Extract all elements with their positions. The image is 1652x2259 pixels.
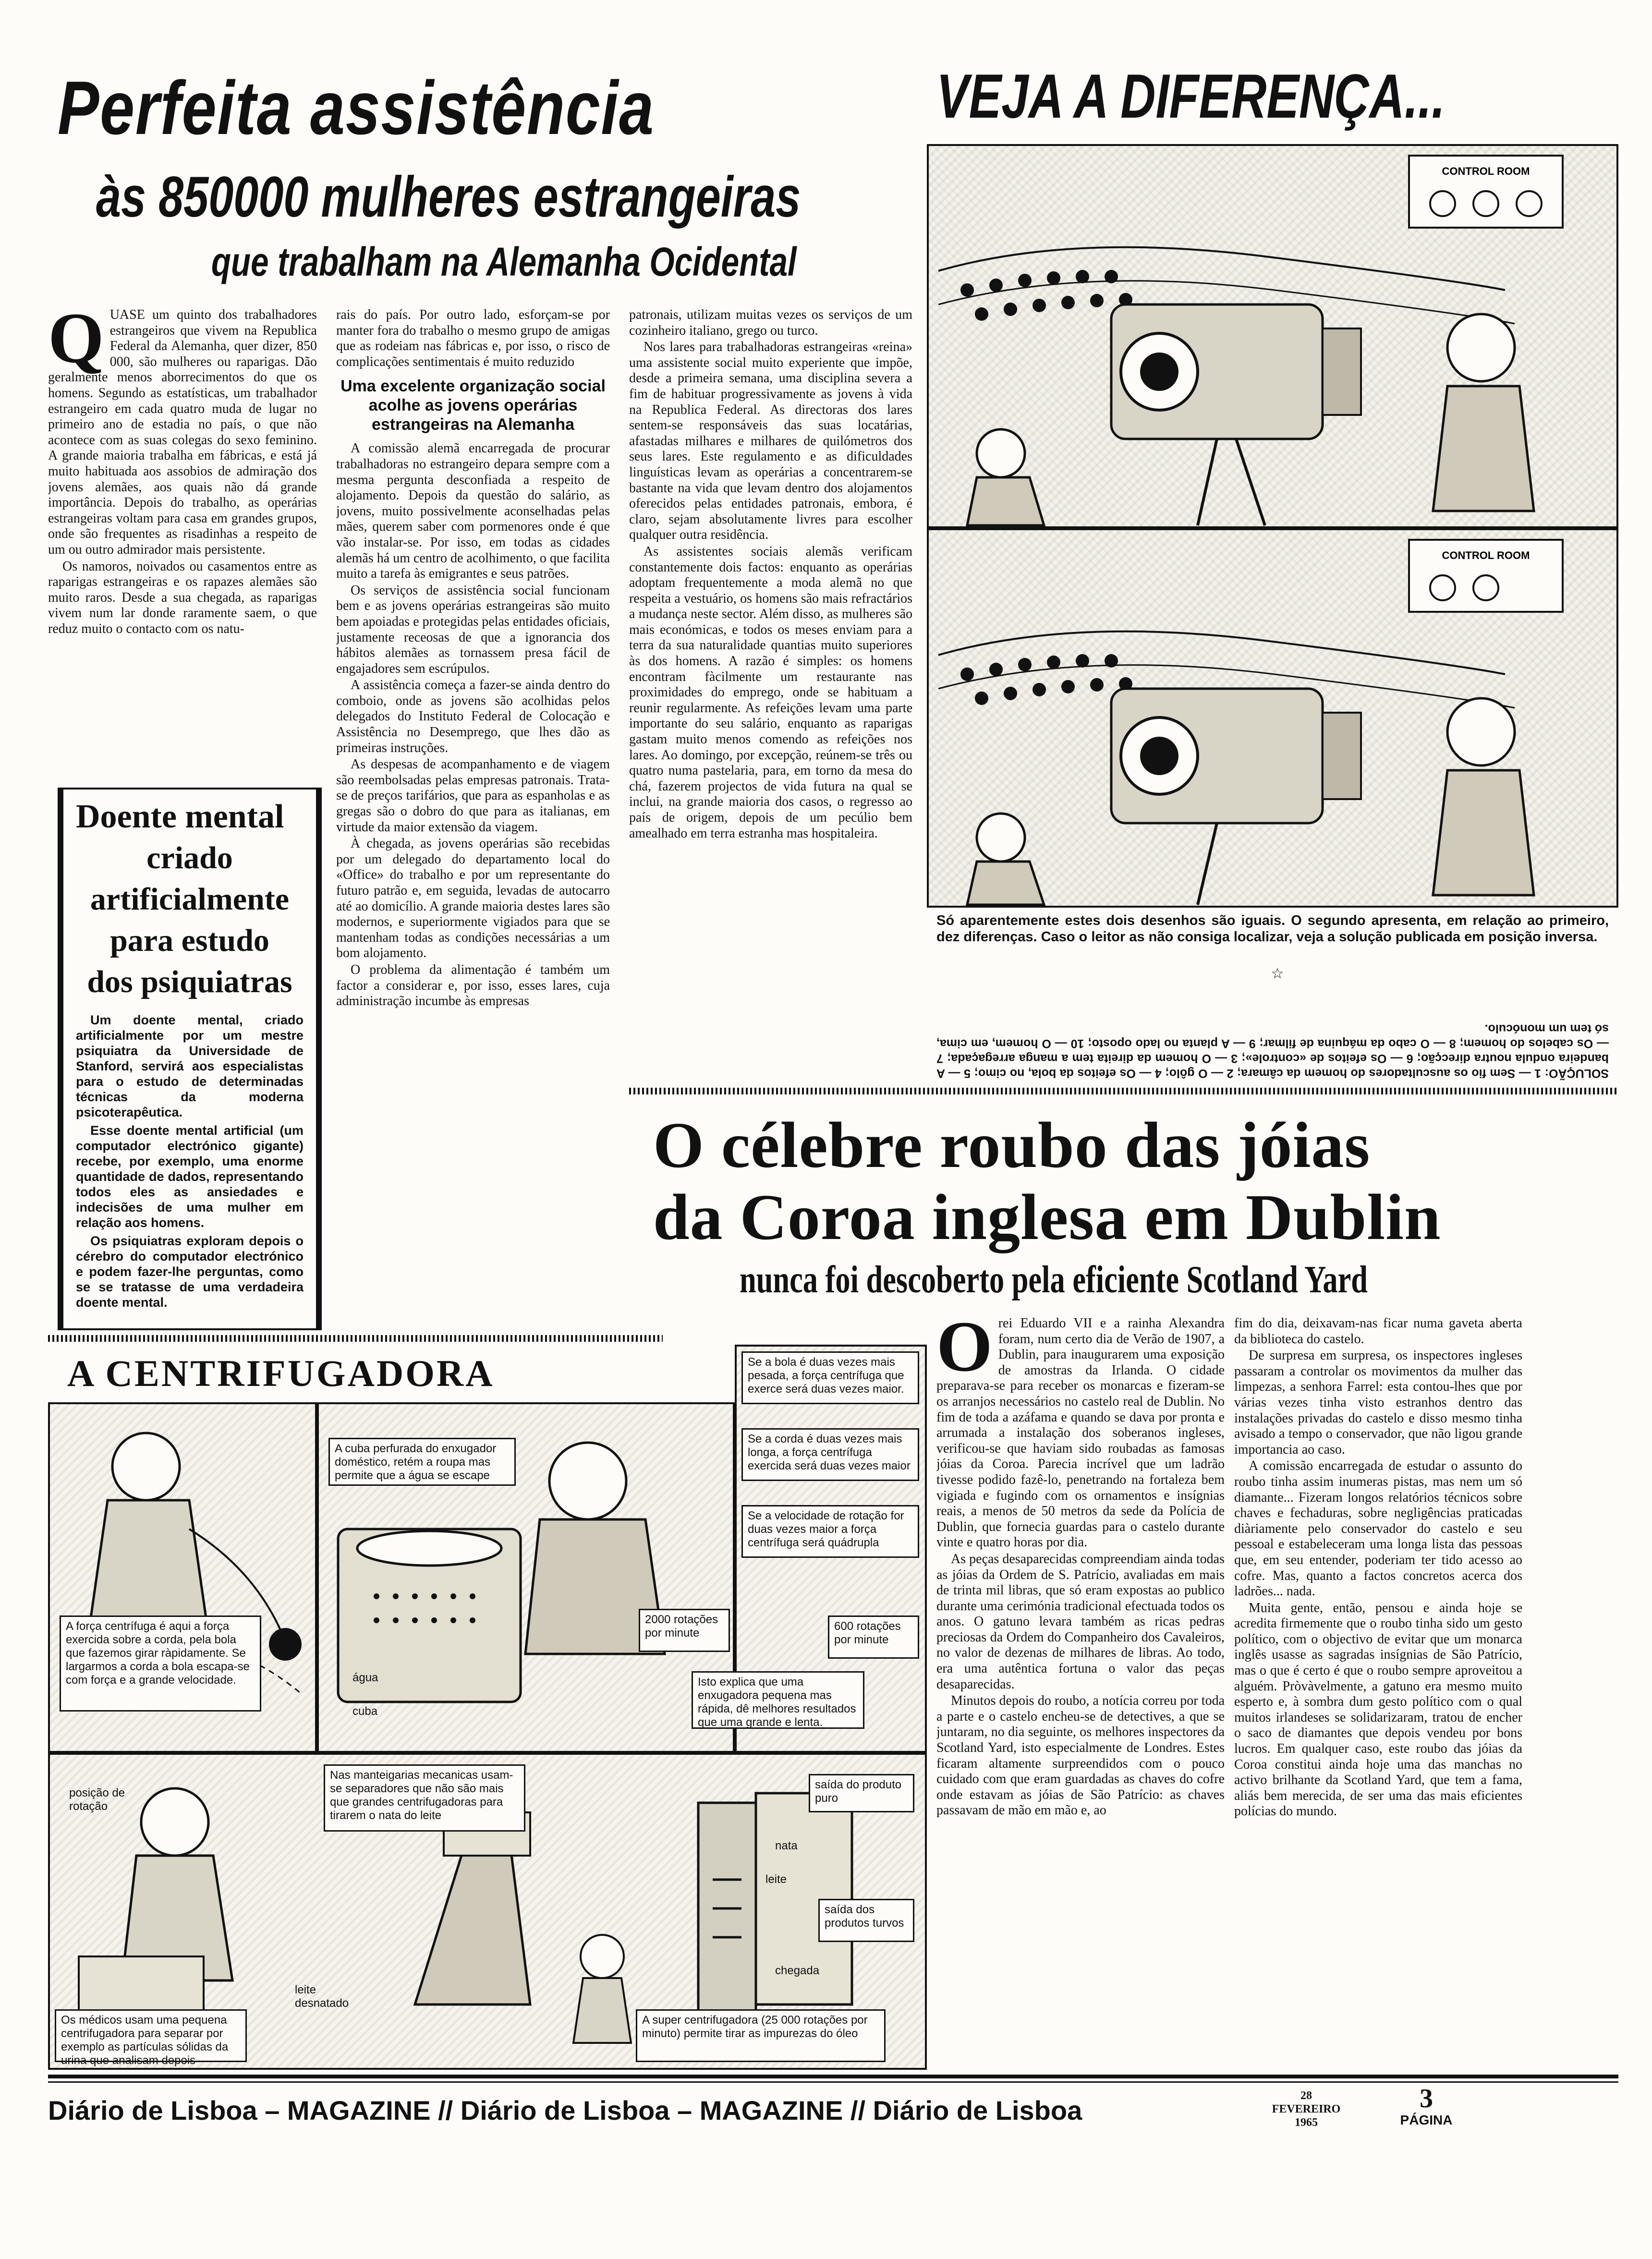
veja-solution-inverted: SOLUÇÃO: 1 — Sem fio os auscultadores do homem da câmara; 2 — O gôlo; 4 — Os efeitos da bola, no cimo; 5 — A bandeira ondula noutra direcção; 6 — Os efeitos de «controle»; 3 — O homem da direita tem a manga arregaçada; 7 — Os cabelos do homem; 8 — O cabo da máquina de filmar; 9 — A planta no lado oposto; 10 — O homem, em cima, só tem um monóculo. (936, 1022, 1609, 1080)
dublin-paragraph: rei Eduardo VII e a rainha Alexandra foram, num certo dia de Verão de 1907, a Dublin, para inaugurarem uma exposição de amostras da Irlanda. O cidade preparava-se para receber os monarcas e fizeram-se os arranjos necessários no castelo real de Dublin. No fim de toda a azáfama e quando se dava por pronta e arrumada a instalação dos soberanos ingleses, verificou-se que haviam sido roubadas as famosas jóias da Coroa. Parecia incrível que um ladrão tivesse podido fazê-lo, penetrando na fortaleza bem vigiada e fugindo com os ornamentos e insígnias reais, a menos de 50 metros da sede da Polícia de Dublin, que fornecia guardas para o castelo durante vinte e quatro horas por dia. (936, 1316, 1225, 1550)
booth-sign-1: CONTROL ROOM (1442, 165, 1530, 177)
article1-paragraph: O problema da alimentação é também um factor a considerar e, por isso, esses lares, cuja administração incumbe às empresas (336, 962, 610, 1009)
centrifuga-title: A CENTRIFUGADORA (67, 1352, 495, 1394)
box-paragraph: Os psiquiatras exploram depois o cérebro do computador electrónico e podem fazer-lhe perguntas, como se se tratasse de uma verdadeira doente mental. (76, 1234, 304, 1310)
dublin-paragraph: fim do dia, deixavam-nas ficar numa gaveta aberta da biblioteca do castelo. (1234, 1316, 1522, 1347)
article1-paragraph: UASE um quinto dos trabalhadores estrangeiros que vivem na Republica Federal da Alemanha, quer dizer, 850 000, são mulheres ou raparigas. Dão geralmente menos aborrecimentos do que os homens. Segundo as estatísticas, um trabalhador estrangeiro em cada quatro muda de lugar no primeiro ano de estadia no país, o que não acontece com as suas colegas do sexo feminino. A grande maioria trabalha em fábricas, e está já muito habituada aos assobios de admiração dos jovens alemães, aos quais não dá grande importância. Depois do trabalho, as operárias estrangeiras voltam para casa em grandes grupos, onde são frequentes as risadinhas a respeito de um ou outro admirador mais persistente. (48, 307, 317, 557)
box-title-line: para estudo (110, 923, 269, 958)
divider-zigzag (48, 1335, 663, 1342)
box-paragraph: Esse doente mental artificial (um computador electrónico gigante) recebe, por exemplo, uma enorme quantidade de dados, representando todos eles as ansiedades e indecisões de uma mulher em relação aos homens. (76, 1123, 304, 1230)
label-nata: nata (775, 1839, 798, 1852)
box-title-line: artificialmente (90, 882, 290, 917)
dublin-subhead: nunca foi descoberto pela eficiente Scotland Yard (740, 1259, 1368, 1301)
article1-paragraph: Os serviços de assistência social funcionam bem e as jovens operárias estrangeiras são muito bem apoiadas e protegidas pelas entidades oficiais, justamente receosas de que a ignorancia dos hábitos alemães as tornassem presa fácil de engajadores sem escrúpulos. (336, 583, 610, 676)
article1-paragraph: Os namoros, noivados ou casamentos entre as raparigas estrangeiras e os rapazes alemães são muito raros. Desde a sua chegada, as raparigas vivem num lar donde raramente saem, o que reduz muito o contacto com os natu- (48, 559, 317, 636)
dublin-dropcap: O (936, 1316, 993, 1386)
footer-rule-thin (48, 2081, 1618, 2083)
article1-column-2 (336, 307, 610, 1330)
label-super: A super centrifugadora (25 000 rotações por minuto) permite tirar as impurezas do óleo (636, 2009, 886, 2062)
headline-line2: às 850000 mulheres estrangeiras (96, 165, 801, 229)
label-posicao: posição de rotação (69, 1786, 125, 1813)
label-600: 600 rotações por minute (828, 1615, 919, 1659)
article1-paragraph: patronais, utilizam muitas vezes os serviços de um cozinheiro italiano, grego ou turco. (629, 307, 912, 338)
footer-rule (48, 2075, 1618, 2078)
footer-masthead: Diário de Lisboa – MAGAZINE // Diário de Lisboa – MAGAZINE // Diário de Lisboa (48, 2095, 1082, 2125)
dublin-paragraph: Minutos depois do roubo, a notícia correu por toda a parte e o castelo encheu-se de detectives, a que se juntaram, no dia seguinte, os melhores inspectores da Scotland Yard, isto especialmente de Londres. Estes ficaram altamente surpreendidos com o pouco cuidado com que eram guardadas as chaves do cofre onde estavam as jóias de São Patrício: as chaves passavam de mão em mão e, ao (936, 1693, 1225, 1818)
page-number: 3 (1420, 2084, 1433, 2113)
centrifuga-panel-separators (48, 1753, 927, 2070)
headline-line3: que trabalham na Alemanha Ocidental (211, 239, 797, 284)
label-mont: Nas manteigarias mecanicas usam-se separadores que não são mais que grandes centrifugadoras para tirarem o nata do leite (324, 1764, 525, 1832)
label-bola: Se a bola é duas vezes mais pesada, a força centrífuga que exerce será duas vezes maior. (741, 1351, 919, 1404)
psychiatry-box (58, 788, 322, 1330)
article1-paragraph: À chegada, as jovens operárias são recebidas por um delegado do departamento local do «Office» do trabalho e por um representante do futuro patrão e, em seguida, levadas de autocarro até ao domicílio. A grande maioria destes lares são modernos, e superiormente vigiados para que se mantenham todas as condições necessárias a um bom alojamento. (336, 836, 610, 961)
article1-paragraph: As despesas de acompanhamento e de viagem são reembolsadas pelas empresas patronais. Trata-se de preços tarifários, que para as espanholas e as gregas são o dobro do que para as italianas, em virtude da maior extensão da viagem. (336, 757, 610, 835)
box-paragraph: Um doente mental, criado artificialmente por um mestre psiquiatra da Universidade de Stanford, servirá aos especialistas para o estudo de determinadas técnicas da moderna psicoterapêutica. (76, 1013, 304, 1119)
divider-zigzag (629, 1088, 1618, 1094)
label-leite-word: leite (765, 1873, 787, 1886)
label-cuba-word: cuba (352, 1705, 378, 1718)
article1-paragraph: A comissão alemã encarregada de procurar trabalhadoras no estrangeiro depara sempre com a mesma pergunta desconfiada a respeito de alojamento. Depois da questão do salário, as jovens, muito possivelmente aconselhadas pelas mães, querem saber com pormenores onde é que vão instalar-se. Por isso, em todas as cidades alemãs há um centro de acolhimento, o que facilita muito a tarefa às emigrantes e seus patrões. (336, 441, 610, 582)
box-body (76, 1012, 304, 1310)
box-title-line: Doente mental (76, 798, 284, 835)
veja-caption: Só aparentemente estes dois desenhos são iguais. O segundo apresenta, em relação ao primeiro, dez diferenças. Caso o leitor as não consiga localizar, veja a solução publicada em posição inversa. (936, 913, 1609, 945)
article1-subheading: Uma excelente organização social acolhe as jovens operárias estrangeiras na Alemanha (340, 377, 606, 434)
footer-day: 28 (1300, 2089, 1312, 2102)
centrifuga-panel-washer (317, 1402, 735, 1753)
label-corda: Se a corda é duas vezes mais longa, a força centrífuga exercida será duas vezes maior (741, 1428, 919, 1481)
article1-paragraph: rais do país. Por outro lado, esforçam-se por manter fora do trabalho o mesmo grupo de amigas que as rodeiam nas fábricas e, por isso, o risco de complicações sentimentais é muito reduzido (336, 307, 610, 369)
label-cuba: A cuba perfurada do enxugador doméstico, retém a roupa mas permite que a água se escape (328, 1438, 516, 1486)
label-pequena: Isto explica que uma enxugadora pequena mas rápida, dê melhores resultados que uma grande e lenta. (692, 1671, 864, 1729)
article1-paragraph: As assistentes sociais alemãs verificam constantemente dois factos: enquanto as operárias adoptam frequentemente a moda alemã no que respeita a vestuário, os homens são mais refractários a mudança neste sector. Além disso, as mulheres são mais económicas, e todos os meses enviam para a terra da sua naturalidade quantias muito superiores às dos homens. A razão é simples: os homens encontram fàcilmente um restaurante nas proximidades do emprego, onde se habituam a reunir regularmente. As refeições levam uma parte importante do seu salário, enquanto as raparigas gastam muito menos comendo as refeições nos lares. Ao domingo, por excepção, reúnem-se três ou quatro numa pastelaria, para, em torno da mesa do chá, fazerem projectos de vida futura na qual se inclui, na grande maioria dos casos, o regresso ao país de origem, depois de um pecúlio bem amealhado em terra estranha mas hospitaleira. (629, 544, 912, 841)
headline-line1: Perfeita assistência (58, 66, 655, 150)
tv-studio-illustration-2 (929, 530, 1616, 906)
dublin-paragraph: Muita gente, então, pensou e ainda hoje se acredita firmemente que o roubo tinha sido um gesto político, com o objectivo de evitar que um monarca inglês usasse as sagradas insígnias de São Patrício, mas o que é certo é que o roubo sempre aproveitou a alguém. Pròvàvelmente, a gatuno era mesmo muito esperto e, à sombra dum gesto político com o qual muitos irlandeses se solidarizaram, tratou de encher o saco de diamantes que depois vendeu por bons lucros. Em qualquer caso, este roubo das jóias da Coroa constitui ainda hoje uma das manchas no activo brilhante da Scotland Yard, que tem a fama, aliás bem merecida, de ser uma das mais eficientes polícias do mundo. (1234, 1600, 1522, 1819)
footer-month: FEVEREIRO (1272, 2103, 1341, 2115)
dublin-paragraph: De surpresa em surpresa, os inspectores ingleses passaram a controlar os movimentos da mulher das limpezas, a senhora Farrel: esta contou-lhes que por várias vezes tinha visto estranhos dentro das instalações privadas do castelo e disso mesmo tinha avisado a tempo o conservador, que não ligou grande importancia ao caso. (1234, 1348, 1522, 1457)
label-saida2: saída dos produtos turvos (818, 1899, 914, 1942)
cartoon-panel-1 (927, 144, 1618, 528)
booth-sign-2: CONTROL ROOM (1442, 549, 1530, 561)
label-chegada: chegada (775, 1964, 820, 1977)
footer-year: 1965 (1295, 2116, 1318, 2129)
cartoon-panel-2 (927, 528, 1618, 908)
dublin-headline-line2: da Coroa inglesa em Dublin (653, 1181, 1441, 1253)
veja-title: VEJA A DIFERENÇA... (936, 61, 1446, 131)
box-title-line: criado (146, 840, 233, 875)
article1-column-1 (48, 307, 317, 788)
article1-column-3 (629, 307, 912, 1085)
dublin-column-1 (936, 1316, 1225, 2065)
label-medicos: Os médicos usam uma pequena centrifugadora para separar por exemplo as partículas sólidas da urina que analisam depois (55, 2009, 247, 2062)
label-agua: água (352, 1671, 378, 1684)
dublin-column-2 (1234, 1316, 1522, 2065)
label-2000: 2000 rotações por minute (639, 1609, 730, 1652)
label-saida: saída do produto puro (809, 1774, 914, 1812)
dublin-paragraph: A comissão encarregada de estudar o assunto do roubo tinha assim inumeras pistas, mas nem um só diamante... Fizeram longos relatórios técnicos sobre chaves e fechaduras, sobre negligências praticadas diàriamente pelo conservador do castelo e seu pessoal e estabeleceram uma longa lista das pessoas que, em seu entender, poderiam ter tido acesso ao cofre. Mas, quanto a factos concretos acerca dos ladrões... nada. (1234, 1458, 1522, 1599)
star-separator: ☆ (1271, 965, 1284, 982)
dublin-paragraph: As peças desaparecidas compreendiam ainda todas as jóias da Ordem de S. Patrício, avaliadas em mais de trinta mil libras, que só eram expostas ao publico durante uma cerimónia tradicional efectuada todos os anos. O gatuno levara também as ricas pedras preciosas da Ordem do Companheiro dos Cavaleiros, no valor de dezenas de milhares de libras. Ao todo, era uma autêntica fortuna o valor das peças desaparecidas. (936, 1551, 1225, 1692)
label-velocidade: Se a velocidade de rotação for duas vezes maior a força centrífuga será quádrupla (741, 1505, 919, 1558)
label-forca: A força centrífuga é aqui a força exercida sobre a corda, pela bola que fazemos girar ràpidamente. Se largarmos a corda a bola escapa-se com força e a grande velocidade. (60, 1615, 261, 1712)
article1-paragraph: A assistência começa a fazer-se ainda dentro do comboio, onde as jovens são acolhidas pelos delegados do Instituto Federal de Colocação e Assistência no Desemprego, que lhes dão as primeiras instruções. (336, 678, 610, 755)
centrifuga-panel-rope (48, 1402, 317, 1753)
tv-studio-illustration-1 (929, 146, 1616, 526)
label-leite: leite desnatado (295, 1983, 349, 2010)
box-title-line: dos psiquiatras (87, 964, 292, 999)
dublin-headline-line1: O célebre roubo das jóias (653, 1109, 1371, 1181)
page-label: PÁGINA (1400, 2113, 1453, 2127)
article1-dropcap: Q (48, 307, 104, 378)
article1-paragraph: Nos lares para trabalhadoras estrangeiras «reina» uma assistente social muito experiente que impõe, desde a primeira semana, uma disciplina severa a fim de habituar progressivamente as jovens à vida na Republica Federal. As directoras dos lares sentem-se responsáveis das suas locatárias, afastadas milhares e milhares de quilómetros dos seus lares. Este regulamento e as dificuldades linguísticas levam as operárias a concentrarem-se bastante na vida que levam dentro dos alojamentos oferecidos pelas entidades patronais, embora, é claro, sejam absolutamente livres para escolher qualquer outra residência. (629, 340, 912, 543)
